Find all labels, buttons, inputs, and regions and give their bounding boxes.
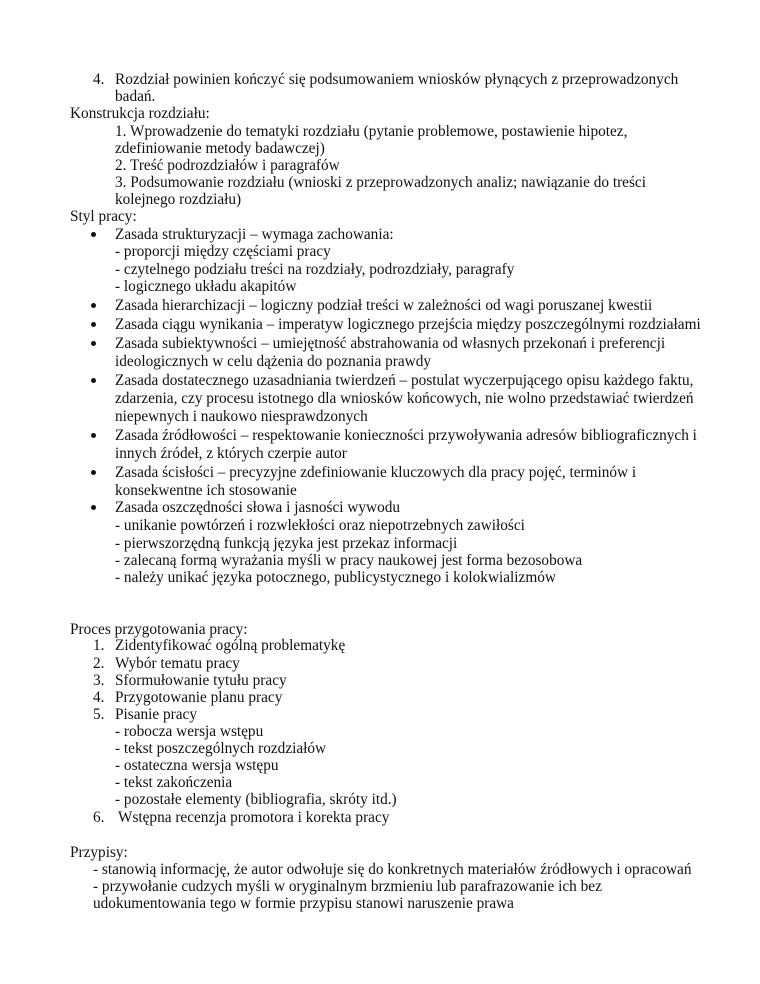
bullet-icon xyxy=(91,378,96,383)
bullet-icon xyxy=(91,322,96,327)
list-number: 4. xyxy=(93,689,105,706)
konstrukcja-line: 3. Podsumowanie rozdziału (wnioski z przeprowadzonych analiz; nawiązanie do treści xyxy=(115,174,646,191)
list-number: 3. xyxy=(93,672,105,689)
section-heading-przypisy: Przypisy: xyxy=(70,844,128,861)
list-item-text: Przygotowanie planu pracy xyxy=(115,689,283,706)
przypisy-line: udokumentowania tego w formie przypisu stanowi naruszenie prawa xyxy=(93,895,514,912)
bullet-icon xyxy=(91,470,96,475)
section-heading-styl: Styl pracy: xyxy=(70,208,137,225)
bullet-item-text: - unikanie powtórzeń i rozwlekłości oraz niepotrzebnych zawiłości xyxy=(115,517,525,534)
list-number: 2. xyxy=(93,655,105,672)
bullet-item-text: - należy unikać języka potocznego, publicystycznego i kolokwializmów xyxy=(115,569,556,586)
bullet-item-text: Zasada subiektywności – umiejętność abstrahowania od własnych przekonań i preferencji xyxy=(115,335,666,352)
bullet-item-text: Zasada oszczędności słowa i jasności wywodu xyxy=(115,499,401,516)
bullet-icon xyxy=(91,341,96,346)
bullet-icon xyxy=(91,505,96,510)
list-number: 5. xyxy=(93,706,105,723)
list-number: 1. xyxy=(93,637,105,654)
bullet-icon xyxy=(91,303,96,308)
bullet-item-text: Zasada strukturyzacji – wymaga zachowania: xyxy=(115,226,394,243)
bullet-item-text: ideologicznych w celu dążenia do poznania prawdy xyxy=(115,353,432,370)
konstrukcja-line: 1. Wprowadzenie do tematyki rozdziału (pytanie problemowe, postawienie hipotez, xyxy=(115,123,628,140)
bullet-item-text: niepewnych i naukowo niesprawdzonych xyxy=(115,408,368,425)
list-number: 6. xyxy=(93,809,105,826)
list-item-text: badań. xyxy=(115,88,156,105)
bullet-item-text: - czytelnego podziału treści na rozdziały, podrozdziały, paragrafy xyxy=(115,261,515,278)
list-item-text: Rozdział powinien kończyć się podsumowaniem wniosków płynących z przeprowadzonych xyxy=(115,71,679,88)
section-heading-proces: Proces przygotowania pracy: xyxy=(70,621,248,638)
konstrukcja-line: zdefiniowanie metody badawczej) xyxy=(115,140,325,157)
list-item-text: Zidentyfikować ogólną problematykę xyxy=(115,637,346,654)
sub-item-text: - tekst zakończenia xyxy=(115,774,233,791)
sub-item-text: - robocza wersja wstępu xyxy=(115,723,264,740)
bullet-item-text: - proporcji między częściami pracy xyxy=(115,243,331,260)
bullet-icon xyxy=(91,433,96,438)
bullet-icon xyxy=(91,232,96,237)
przypisy-line: - przywołanie cudzych myśli w oryginalnym brzmieniu lub parafrazowanie ich bez xyxy=(93,878,602,895)
bullet-item-text: - zalecaną formą wyrażania myśli w pracy naukowej jest forma bezosobowa xyxy=(115,552,583,569)
bullet-item-text: konsekwentne ich stosowanie xyxy=(115,482,297,499)
bullet-item-text: Zasada dostatecznego uzasadniania twierdzeń – postulat wyczerpującego opisu każdego faktu, xyxy=(115,372,694,389)
bullet-item-text: Zasada ciągu wynikania – imperatyw logicznego przejścia między poszczególnymi rozdziałami xyxy=(115,316,701,333)
bullet-item-text: Zasada hierarchizacji – logiczny podział treści w zależności od wagi poruszanej kwestii xyxy=(115,297,653,314)
list-item-text: Sformułowanie tytułu pracy xyxy=(115,672,287,689)
bullet-item-text: Zasada ścisłości – precyzyjne zdefiniowanie kluczowych dla pracy pojęć, terminów i xyxy=(115,464,637,481)
sub-item-text: - ostateczna wersja wstępu xyxy=(115,757,279,774)
bullet-item-text: - pierwszorzędną funkcją języka jest przekaz informacji xyxy=(115,535,458,552)
bullet-item-text: Zasada źródłowości – respektowanie konieczności przywoływania adresów bibliograficznych i xyxy=(115,427,697,444)
list-item-text: Pisanie pracy xyxy=(115,706,197,723)
list-item-text: Wstępna recenzja promotora i korekta pracy xyxy=(118,809,390,826)
bullet-item-text: - logicznego układu akapitów xyxy=(115,278,297,295)
bullet-item-text: innych źródeł, z których czerpie autor xyxy=(115,445,347,462)
sub-item-text: - pozostałe elementy (bibliografia, skróty itd.) xyxy=(115,791,397,808)
section-heading-konstrukcja: Konstrukcja rozdziału: xyxy=(70,105,210,122)
konstrukcja-line: kolejnego rozdziału) xyxy=(115,191,242,208)
list-number: 4. xyxy=(93,71,105,88)
konstrukcja-line: 2. Treść podrozdziałów i paragrafów xyxy=(115,157,340,174)
przypisy-line: - stanowią informację, że autor odwołuje się do konkretnych materiałów źródłowych i opracowań xyxy=(93,861,692,878)
bullet-item-text: zdarzenia, czy procesu istotnego dla wniosków końcowych, nie wolno przedstawiać twierdzeń xyxy=(115,390,694,407)
list-item-text: Wybór tematu pracy xyxy=(115,655,240,672)
sub-item-text: - tekst poszczególnych rozdziałów xyxy=(115,740,327,757)
